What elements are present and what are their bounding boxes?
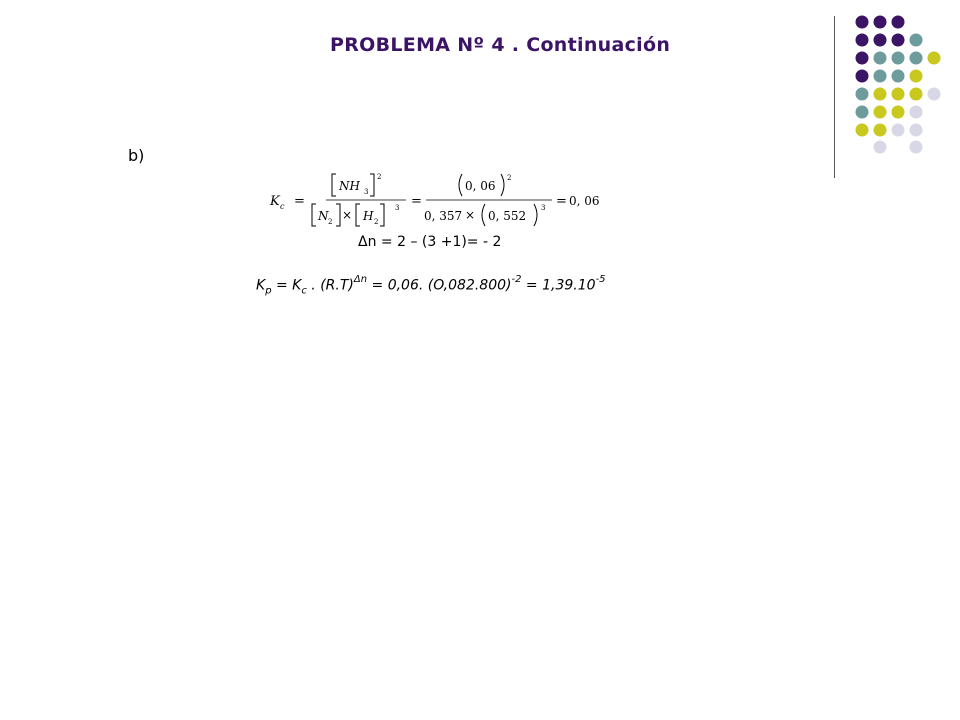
numerator-species-subscript: 3 <box>364 188 369 196</box>
delta-n-exponent: Δn <box>353 274 368 285</box>
denominator-species-2-subscript: 2 <box>374 218 379 226</box>
bracket-close <box>370 174 374 196</box>
numerator-value-exponent: 2 <box>507 174 512 182</box>
decorative-dot <box>874 88 887 101</box>
kc-subscript: c <box>280 202 285 211</box>
delta-n-line: Δn = 2 – (3 +1)= - 2 <box>358 234 502 250</box>
bracket-open <box>356 204 360 226</box>
decorative-dot <box>910 52 923 65</box>
minus-five-exponent: -5 <box>595 274 606 285</box>
paren-open <box>482 204 485 226</box>
numerator-exponent: 2 <box>377 173 382 181</box>
kc-subscript-inline: c <box>301 285 307 297</box>
bracket-open <box>312 204 316 226</box>
denominator-value-exponent: 3 <box>541 204 546 212</box>
numerator-species: NH <box>339 179 360 193</box>
decorative-dot <box>892 16 905 29</box>
kp-subscript: p <box>265 285 272 297</box>
denominator-exponent: 3 <box>395 204 400 212</box>
kp-equation <box>256 276 606 296</box>
paren-open <box>459 174 462 196</box>
bracket-close <box>336 204 340 226</box>
paren-close <box>534 204 537 226</box>
decorative-dot <box>856 34 869 47</box>
decorative-dot <box>892 52 905 65</box>
decorative-dot <box>892 34 905 47</box>
decorative-dot <box>910 106 923 119</box>
kc-formula <box>260 166 620 230</box>
decorative-dot <box>892 106 905 119</box>
kc-symbol: K <box>270 194 280 209</box>
times-sign: × <box>342 208 353 222</box>
decorative-dot <box>874 141 887 154</box>
decorative-dot <box>874 16 887 29</box>
denominator-species-2: H <box>363 209 374 223</box>
decorative-dot <box>856 16 869 29</box>
bracket-close <box>380 204 384 226</box>
kp-text-2: . (R.T) <box>306 277 354 294</box>
decorative-dot <box>874 34 887 47</box>
result-value: 0, 06 <box>569 194 600 208</box>
decorative-dot <box>910 34 923 47</box>
vertical-divider <box>834 16 835 178</box>
kp-text-3: = 0,06. (O,082.800) <box>367 277 512 294</box>
decorative-dot <box>856 124 869 137</box>
page-title: PROBLEMA Nº 4 . Continuación <box>330 34 671 56</box>
bracket-open <box>332 174 336 196</box>
equals-sign-2: = <box>411 194 422 209</box>
denominator-species-1-subscript: 2 <box>328 218 333 226</box>
decorative-dot <box>892 88 905 101</box>
minus-two-exponent: -2 <box>511 274 522 285</box>
decorative-dot <box>856 88 869 101</box>
decorative-dot <box>856 106 869 119</box>
decorative-dot <box>928 52 941 65</box>
decorative-dot <box>874 52 887 65</box>
kp-text-1: = K <box>271 277 302 294</box>
paren-close <box>501 174 504 196</box>
denominator-species-1: N <box>318 209 329 223</box>
decorative-dot <box>928 88 941 101</box>
decorative-dot <box>910 124 923 137</box>
times-sign: × <box>465 208 476 222</box>
equals-sign-3: = <box>556 194 567 209</box>
numerator-value: 0, 06 <box>465 179 496 193</box>
decorative-dot <box>874 106 887 119</box>
decorative-dot <box>892 70 905 83</box>
denominator-value-2: 0, 552 <box>488 209 527 223</box>
part-label: b) <box>128 146 145 165</box>
decorative-dot <box>874 70 887 83</box>
equals-sign-1: = <box>294 194 305 209</box>
decorative-dot <box>910 70 923 83</box>
decorative-dot <box>856 70 869 83</box>
kp-text-4: = 1,39.10 <box>521 277 596 294</box>
kp-k: K <box>256 277 266 294</box>
decorative-dot <box>874 124 887 137</box>
denominator-value-1: 0, 357 <box>424 209 463 223</box>
decorative-dot <box>892 124 905 137</box>
decorative-dot <box>910 141 923 154</box>
decorative-dot <box>910 88 923 101</box>
decorative-dot <box>856 52 869 65</box>
